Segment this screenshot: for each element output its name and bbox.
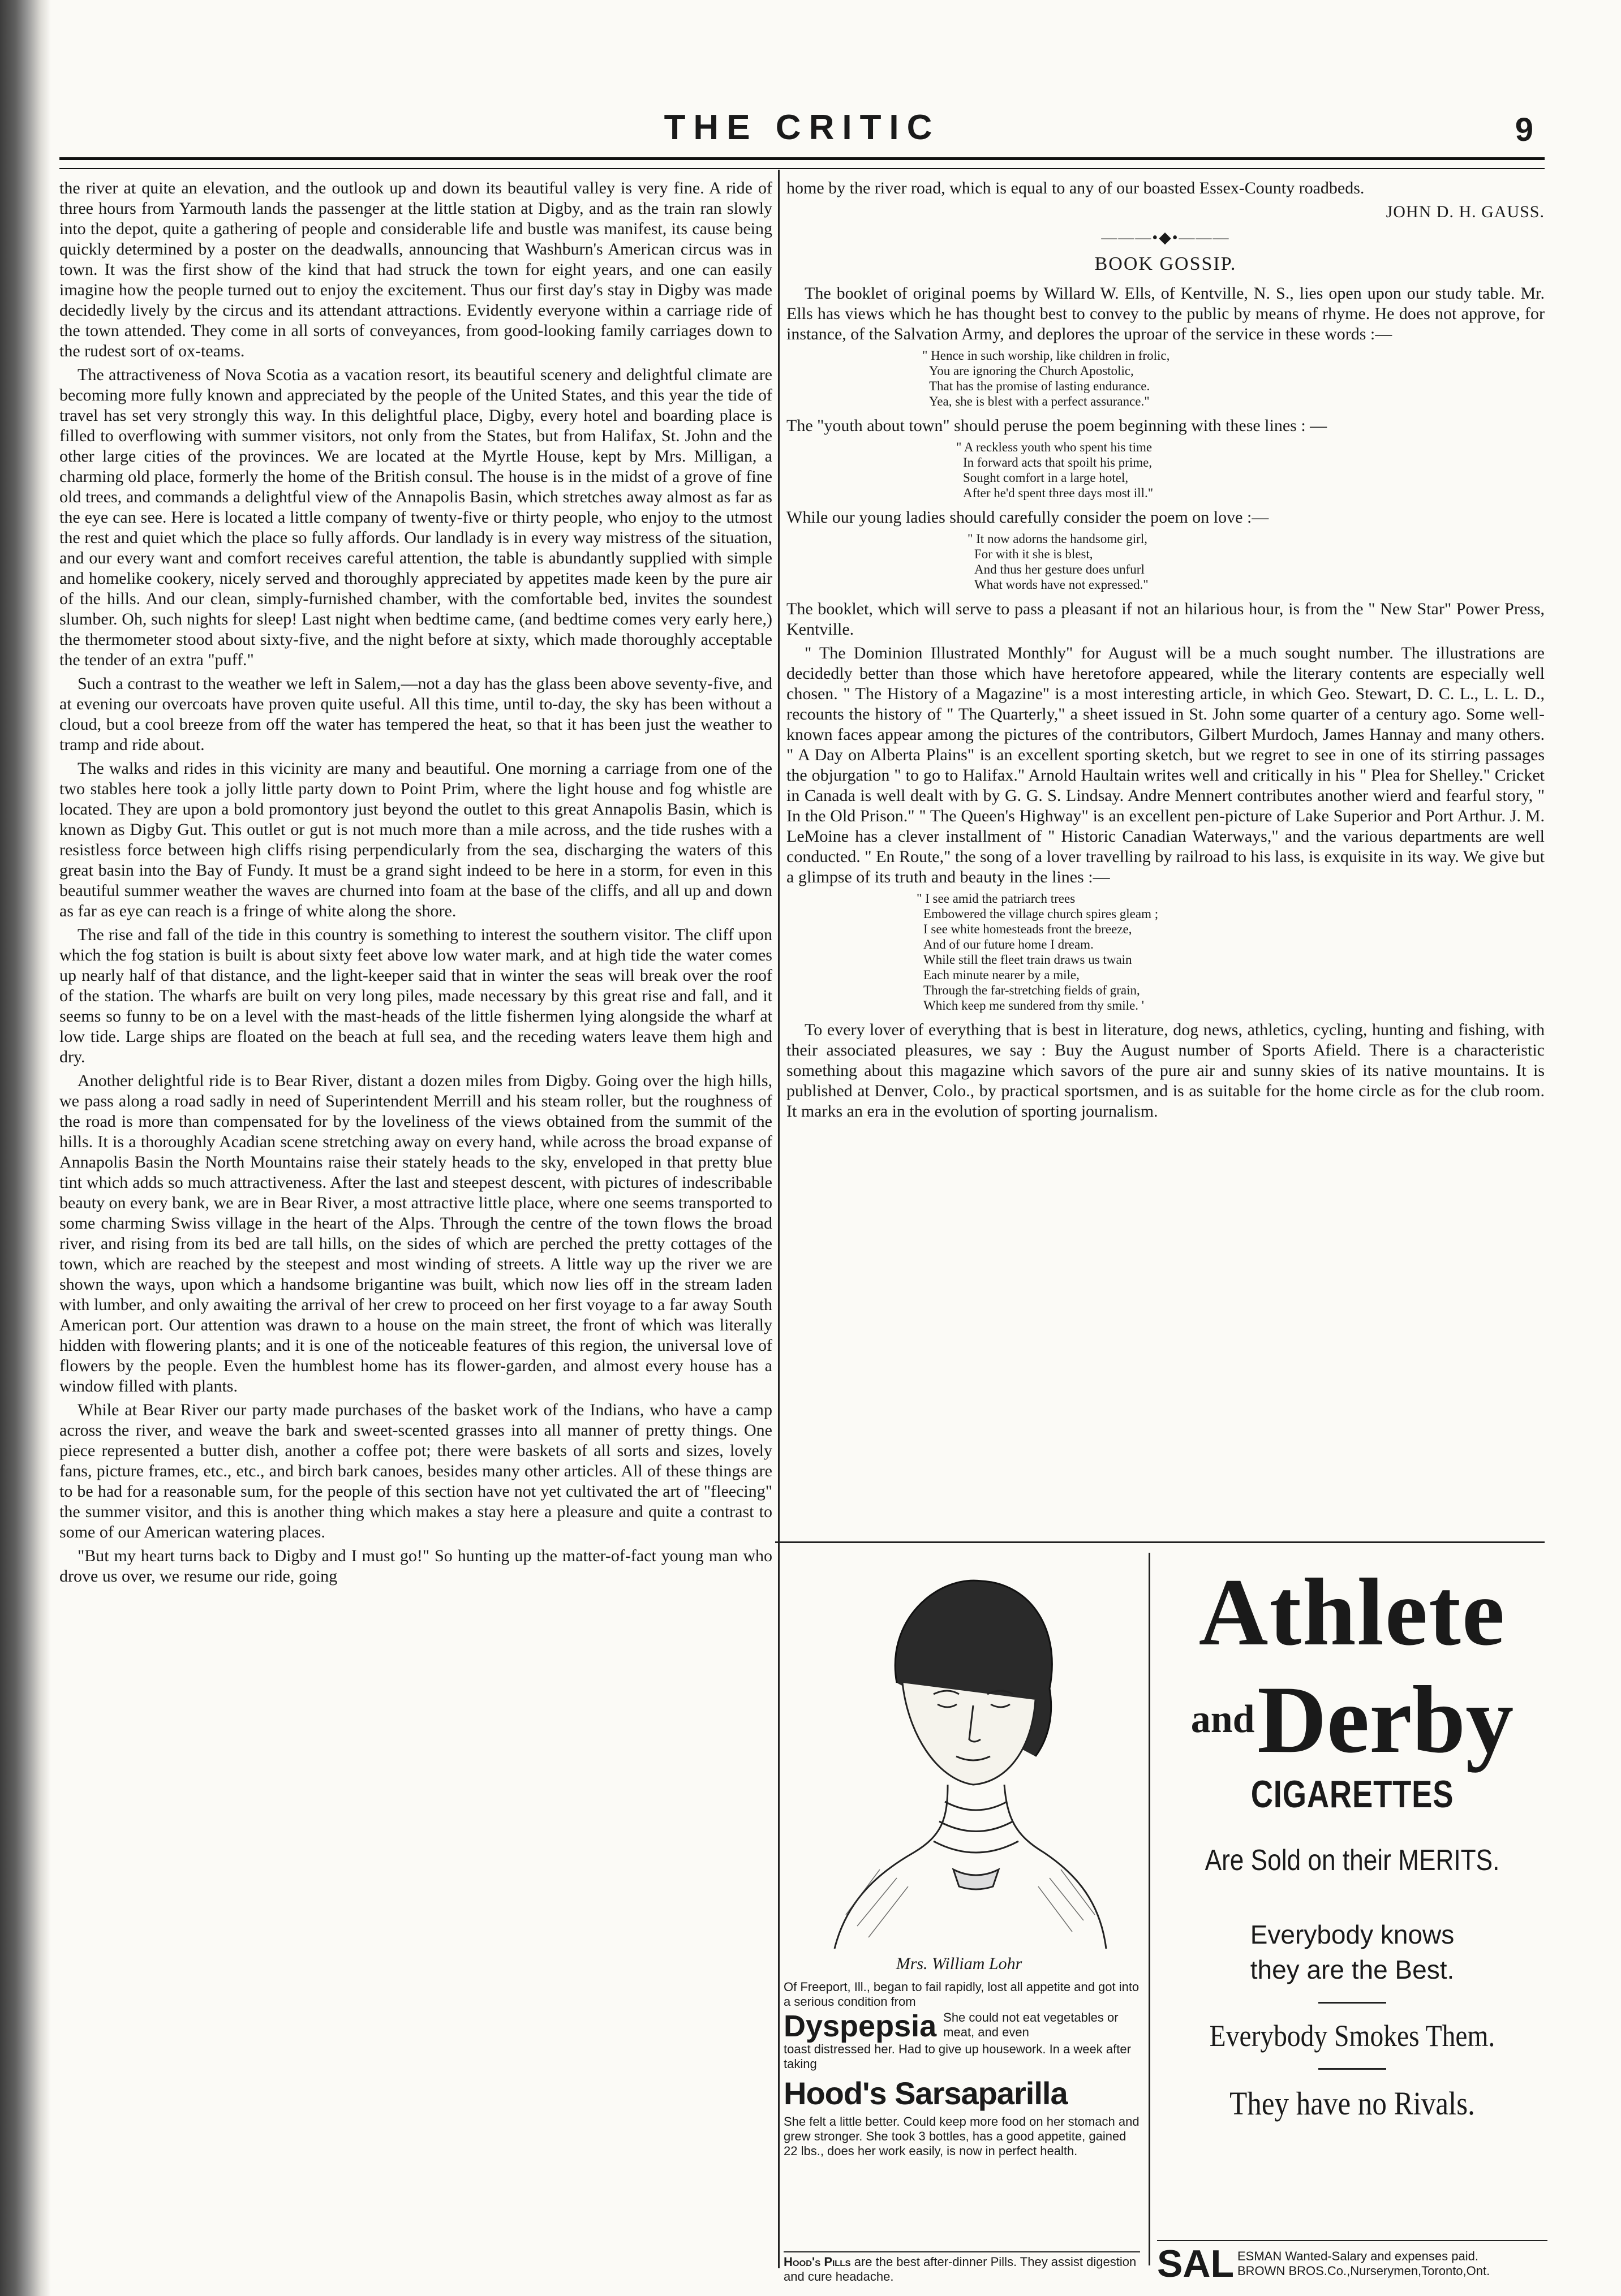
masthead: [59, 107, 1545, 156]
masthead-rule: [59, 157, 1545, 169]
section-ornament: ———•◆•———: [1101, 229, 1230, 247]
poem-line: " A reckless youth who spent his time: [956, 440, 1153, 454]
right-column-articles: [786, 178, 1545, 1125]
hoods-advertisement: [778, 1553, 1146, 2288]
merits-slogan: Are Sold on their MERITS.: [1205, 1844, 1500, 1877]
ad-section-rule: [775, 1541, 1545, 1543]
poem-line: " It now adorns the handsome girl,: [968, 532, 1147, 546]
review-paragraph: The "youth about town" should peruse the poem beginning with these lines : —: [786, 416, 1327, 435]
poem-excerpt: [786, 348, 1545, 409]
review-paragraph: The booklet, which will serve to pass a pleasant if not an hilarious hour, is from the " New Star" Power Press, Kentville.: [786, 600, 1545, 639]
portrait-engraving: [812, 1553, 1117, 1949]
poem-line: In forward acts that spoilt his prime,: [963, 455, 1153, 469]
ad-divider: [1149, 1553, 1150, 2265]
testimonial-line: She could not eat vegetables or meat, and even: [943, 2010, 1119, 2039]
author-signature: JOHN D. H. GAUSS.: [1386, 203, 1545, 221]
article-paragraph: "But my heart turns back to Digby and I must go!" So hunting up the matter-of-fact young man who drove us over, we resume our ride, going: [59, 1547, 772, 1586]
poem-line: I see white homesteads front the breeze,: [923, 922, 1132, 936]
salesman-initial: SAL: [1157, 2242, 1234, 2285]
poem-excerpt: [786, 440, 1545, 501]
portrait-caption: Mrs. William Lohr: [896, 1954, 1022, 1973]
page-number: 9: [1515, 111, 1533, 148]
article-paragraph: Such a contrast to the weather we left in Salem,—not a day has the glass been above seventy-five, and at evening our overcoats have proven quite useful. All this time, until to-day, the sky has been without a cloud, but a cool breeze from off the water has tempered the heat, so that it has been just the weather to tramp and ride about.: [59, 674, 772, 754]
poem-line: Which keep me sundered from thy smile. ': [923, 998, 1144, 1013]
article-paragraph: Another delightful ride is to Bear River, distant a dozen miles from Digby. Going over the high hills, we pass along a road sadly in need of Superintendent Merrill and his steam roller, but the roughness of the road is more than compensated for by the loveliness of the views obtained from the summit of the hills. It is a thoroughly Acadian scene stretching away on every hand, while across the broad expanse of Annapolis Basin the North Mountains raise their stately heads to the sky, enveloped in that pretty blue tint which adds so much attractiveness. After the last and steepest descent, with pictures of indescribable beauty on every bank, we are in Bear River, a most attractive little place, where one seems transported to some charming Swiss village in the heart of the Alps. Through the centre of the town flows the broad river, and rising from its bed are tall hills, on the sides of which are perched the pretty cottages of the town, which are reached by the steepest and most winding of streets. A little way up the river we are shown the ways, upon which a handsome brigantine was built, which now lies off in the stream laden with lumber, and only awaiting the arrival of her crew to proceed on her first voyage to a far away South American port. Our attention was drawn to a house on the main street, the front of which was literally hidden with flowering plants; and it is one of the noticeable features of this region, the universal love of flowers by the people. Even the humblest home has its flower-garden, and almost every house has a window filled with plants.: [59, 1071, 772, 1395]
dyspepsia-line: [784, 2010, 1140, 2042]
review-paragraph: To every lover of everything that is best in literature, dog news, athletics, cycling, hunting and fishing, with their associated pleasures, we say : Buy the August number of Sports Afield. There is a characteristic something about this magazine which savors of the pure air and sunny skies of its native mountains. It is published at Denver, Colo., by practical sportsmen, and is as suitable for the home circle as for the club room. It marks an era in the evolution of sporting journalism.: [786, 1020, 1545, 1121]
rivals-slogan: They have no Rivals.: [1229, 2085, 1475, 2122]
salesman-line: ESMAN Wanted-Salary and expenses paid.: [1237, 2249, 1478, 2263]
column-divider-upper: [778, 170, 780, 1539]
article-continuation: home by the river road, which is equal to any of our boasted Essex-County roadbeds.: [786, 179, 1365, 197]
ad-rule: [1318, 2002, 1386, 2004]
brand-derby-line: [1157, 1666, 1547, 1773]
product-name: Hood's Sarsaparilla: [784, 2075, 1068, 2111]
product-type: CIGARETTES: [1250, 1773, 1454, 1816]
everybody-knows-slogan: [1157, 1917, 1547, 1987]
testimonial-text: [784, 1980, 1140, 2159]
article-paragraph: The attractiveness of Nova Scotia as a vacation resort, its beautiful scenery and delightful climate are becoming more fully known and appreciated by the people of the United States, and this year the tide of travel has set very strongly this way. In this delightful place, Digby, every hotel and boarding place is filled to overflowing with summer visitors, not only from the States, but from Halifax, St. John and the other large cities of the provinces. We are located at the Myrtle House, kept by Mrs. Milligan, a charming old place, formerly the home of the British consul. The house is in the midst of a grove of fine old trees, and commands a delightful view of the Annapolis Basin, which stretches away almost as far as the eye can see. Here is located a little company of twenty-five or thirty people, who enjoy to the utmost the rest and quiet which the place so fully affords. Our landlady is in every way mistress of the situation, and our every want and comfort receives careful attention, the table is abundantly supplied with simple and homelike cookery, nicely served and thoroughly appreciated by appetites made keen by the pure air of the hills. And our clean, simply-furnished chamber, with the comfortable bed, invites the soundest slumber. Oh, such nights for sleep! Last night when bedtime came, (and bedtime comes very early here,) the thermometer stood about sixty-five, and the night before at sixty, which made thoroughly acceptable the tender of an extra "puff.": [59, 365, 772, 669]
slogan-line: they are the Best.: [1250, 1955, 1455, 1985]
salesman-line: BROWN BROS.Co.,Nurserymen,Toronto,Ont.: [1237, 2264, 1490, 2278]
pills-text: are the best after-dinner Pills. They assist digestion and cure headache.: [784, 2255, 1137, 2284]
dyspepsia-headline: Dyspepsia: [784, 2009, 937, 2043]
ad-rule: [1318, 2068, 1386, 2070]
poem-line: After he'd spent three days most ill.": [963, 486, 1154, 500]
woman-portrait-icon: [812, 1553, 1117, 1949]
slogan-line: Everybody knows: [1250, 1920, 1455, 1950]
hoods-pills-ad: [784, 2251, 1140, 2284]
poem-line: Yea, she is blest with a perfect assurance.": [929, 394, 1150, 408]
poem-line: And thus her gesture does unfurl: [974, 562, 1145, 576]
binding-shadow: [0, 0, 51, 2296]
poem-excerpt: [786, 891, 1545, 1013]
poem-line: " I see amid the patriarch trees: [917, 891, 1076, 906]
brand-and: and: [1190, 1698, 1255, 1741]
poem-line: Embowered the village church spires gleam ;: [923, 907, 1159, 921]
testimonial-line: Of Freeport, Ill., began to fail rapidly, lost all appetite and got into a serious condition from: [784, 1980, 1140, 2009]
poem-line: While still the fleet train draws us twain: [923, 953, 1132, 967]
poem-excerpt: [786, 531, 1545, 592]
salesman-wanted-ad: [1157, 2240, 1547, 2283]
poem-line: " Hence in such worship, like children in frolic,: [922, 348, 1170, 363]
poem-line: What words have not expressed.": [974, 578, 1149, 592]
poem-line: Each minute nearer by a mile,: [923, 968, 1080, 982]
cigarette-advertisement: [1157, 1553, 1547, 2285]
poem-line: And of our future home I dream.: [923, 937, 1094, 951]
poem-line: Sought comfort in a large hotel,: [963, 471, 1129, 485]
brand-derby: Derby: [1257, 1666, 1514, 1773]
poem-line: That has the promise of lasting endurance.: [929, 379, 1150, 393]
article-paragraph: The walks and rides in this vicinity are many and beautiful. One morning a carriage from one of the two stables here took a jolly little party down to Point Prim, where the light house and fog whistle are located. They are upon a bold promontory just beyond the outlet to this great Annapolis Basin, which is known as Digby Gut. This outlet or gut is not much more than a mile across, and the tide rushes with a resistless force between high cliffs rising perpendicularly from the sea, discharging the waters of this great basin into the Bay of Fundy. It must be a grand sight indeed to be here in a storm, for even in this beautiful summer weather the waves are churned into foam at the base of the cliffs, and all up and down as far as eye can reach is a fringe of white along the shore.: [59, 759, 772, 920]
left-column-article: [59, 178, 772, 1590]
salesman-text: [1237, 2249, 1490, 2278]
poem-line: You are ignoring the Church Apostolic,: [929, 364, 1134, 378]
testimonial-line: toast distressed her. Had to give up housework. In a week after taking: [784, 2042, 1131, 2071]
poem-line: Through the far-stretching fields of grain,: [923, 983, 1140, 997]
testimonial-line: She felt a little better. Could keep more food on her stomach and grew stronger. She took 3 bottles, has a good appetite, gained 22 lbs., does her work easily, is now in perfect health.: [784, 2114, 1140, 2158]
review-paragraph: While our young ladies should carefully consider the poem on love :—: [786, 508, 1269, 527]
brand-athlete: Athlete: [1198, 1559, 1506, 1665]
poem-line: For with it she is blest,: [974, 547, 1093, 561]
newspaper-title: THE CRITIC: [664, 108, 940, 147]
article-paragraph: the river at quite an elevation, and the outlook up and down its beautiful valley is very fine. A ride of three hours from Yarmouth lands the passenger at the little station at Digby, and as the train ran slowly into the depot, quite a gathering of people and considerable life and bustle was manifest, its cause being quickly determined by a poster on the deadwalls, announcing that Washburn's American circus was in town. It was the first show of the kind that had struck the town for eight years, and one can easily imagine how the people turned out to enjoy the excitement. Thus our first day's stay in Digby was made decidedly lively by the circus and its attendant attractions. Evidently everyone within a carriage ride of the town attended. They come in all sorts of conveyances, from good-looking family carriages down to the rudest sort of ox-teams.: [59, 179, 772, 360]
article-paragraph: While at Bear River our party made purchases of the basket work of the Indians, who have a camp across the river, and weave the bark and sweet-scented grasses into all manner of pretty things. One piece represented a butter dish, another a coffee pot; there were baskets of all sorts and sizes, lovely fans, picture frames, etc., etc., and birch bark canoes, besides many other articles. All of these things are to be had for a reasonable sum, for the people of this section have not yet cultivated the art of "fleecing" the summer visitor, and this is another thing which makes a stay here a pleasure and quite a contrast to some of our American watering places.: [59, 1401, 772, 1541]
review-paragraph: " The Dominion Illustrated Monthly" for August will be a much sought number. The illustrations are decidedly better than those which have heretofore appeared, while the literary contents are especially well chosen. " The History of a Magazine" is a most interesting article, in which Geo. Stewart, D. C. L., L. L. D., recounts the history of " The Quarterly," a sheet issued in St. John some quarter of a century ago. Some well-known faces appear among the pictures of the contributors, Gilbert Murdoch, James Hannay and many others. " A Day on Alberta Plains" is an excellent sporting sketch, but we regret to see in one of its stirring passages the objurgation " to go to Halifax." Arnold Haultain writes well and critically in his " Plea for Shelley." Cricket in Canada is well dealt with by G. G. S. Lindsay. Andre Mennert contributes another wierd and fearful story, " In the Old Prison." " The Queen's Highway" is an excellent pen-picture of Lake Superior and Port Arthur. J. M. LeMoine has a clever installment of " Historic Canadian Waterways," and the various departments are well conducted. " En Route," the song of a lover travelling by railroad to his lass, is exquisite in its way. We give but a glimpse of its truth and beauty in the lines :—: [786, 644, 1545, 886]
pills-name: Hood's Pills: [784, 2255, 851, 2269]
smokes-slogan: Everybody Smokes Them.: [1209, 2019, 1495, 2053]
section-heading: BOOK GOSSIP.: [1094, 253, 1237, 274]
review-paragraph: The booklet of original poems by Willard W. Ells, of Kentville, N. S., lies open upon our study table. Mr. Ells has views which he has thought best to convey to the public by means of rhyme. He does not approve, for instance, of the Salvation Army, and deplores the uproar of the service in these words :—: [786, 284, 1545, 343]
article-paragraph: The rise and fall of the tide in this country is something to interest the southern visitor. The cliff upon which the fog station is built is about sixty feet above low water mark, and at high tide the water comes up nearly half of that distance, and the light-keeper said that in winter the seas will break over the roof of the station. The wharfs are built on very long piles, made necessary by this great rise and fall, and it seems so funny to be on a level with the mast-heads of the little fishermen lying alongside the wharf at low tide. Large ships are floated on the beach at full sea, and the receding waters leave them high and dry.: [59, 925, 772, 1066]
